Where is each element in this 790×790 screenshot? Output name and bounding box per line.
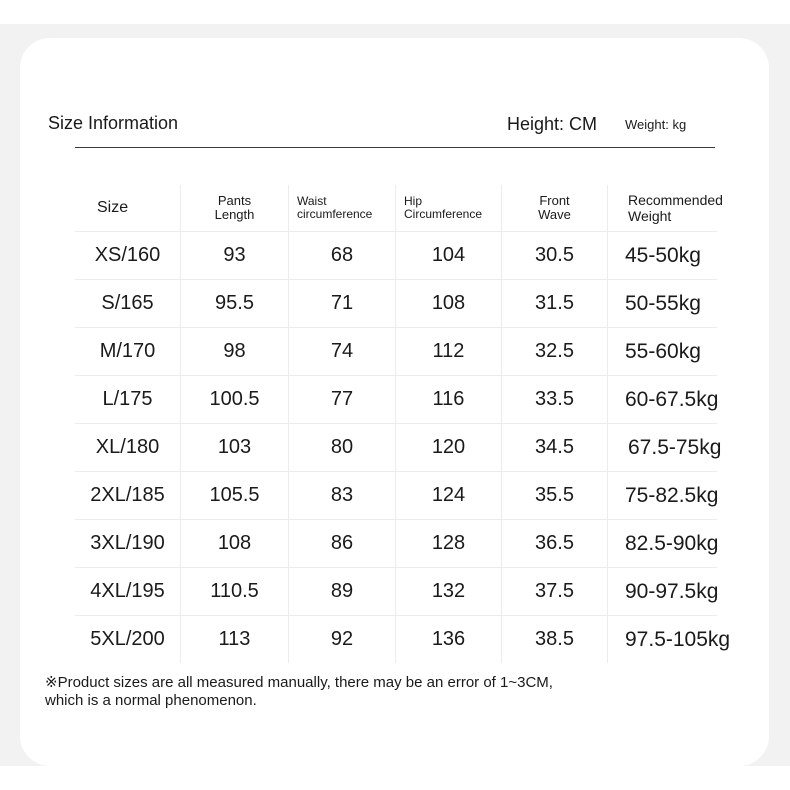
hip-cell: 120 <box>396 424 502 471</box>
table-row <box>75 568 717 616</box>
height-unit-label: Height: CM <box>507 114 598 134</box>
front-wave-cell: 34.5 <box>502 424 608 471</box>
pants-length-cell: 98 <box>181 328 289 375</box>
table-row <box>75 616 731 663</box>
hip-cell: 132 <box>396 568 502 615</box>
size-cell: 3XL/190 <box>75 520 181 567</box>
table-row <box>75 280 717 328</box>
hip-cell: 116 <box>396 376 502 423</box>
front-wave-cell: 32.5 <box>502 328 608 375</box>
front-wave-cell: 36.5 <box>502 520 608 567</box>
column-header-recommended-weight-text: Recommended Weight <box>628 192 723 224</box>
table-row <box>75 472 717 520</box>
size-cell: XS/160 <box>75 232 181 279</box>
size-cell: S/165 <box>75 280 181 327</box>
waist-cell: 89 <box>289 568 396 615</box>
pants-length-cell: 100.5 <box>181 376 289 423</box>
waist-cell: 71 <box>289 280 396 327</box>
waist-cell: 86 <box>289 520 396 567</box>
column-header-pants-length-text: Pants Length <box>214 193 255 222</box>
header-divider <box>75 147 715 148</box>
pants-length-cell: 95.5 <box>181 280 289 327</box>
front-wave-cell: 38.5 <box>502 616 608 663</box>
hip-cell: 136 <box>396 616 502 663</box>
column-header-front-wave <box>502 185 608 231</box>
page-title: Size Information <box>48 113 179 133</box>
column-header-waist <box>289 185 396 231</box>
pants-length-cell: 93 <box>181 232 289 279</box>
column-header-waist-text: Waist circumference <box>297 194 373 221</box>
waist-cell: 77 <box>289 376 396 423</box>
size-cell: L/175 <box>75 376 181 423</box>
recommended-weight-cell: 67.5-75kg <box>628 435 722 459</box>
measurement-note-line-2: which is a normal phenomenon. <box>45 692 257 709</box>
column-header-front-wave-text: Front Wave <box>538 193 571 222</box>
table-row <box>75 424 722 472</box>
table-row <box>75 520 717 568</box>
recommended-weight-cell: 82.5-90kg <box>625 531 719 555</box>
front-wave-cell: 35.5 <box>502 472 608 519</box>
waist-cell: 80 <box>289 424 396 471</box>
front-wave-cell: 30.5 <box>502 232 608 279</box>
column-header-recommended-weight <box>608 185 723 231</box>
pants-length-cell: 110.5 <box>181 568 289 615</box>
recommended-weight-cell: 45-50kg <box>625 243 701 267</box>
hip-cell: 108 <box>396 280 502 327</box>
column-header-hip-text: Hip Circumference <box>404 194 483 221</box>
measurement-note <box>45 674 553 710</box>
recommended-weight-cell: 90-97.5kg <box>625 579 719 603</box>
recommended-weight-cell: 55-60kg <box>625 339 701 363</box>
front-wave-cell: 31.5 <box>502 280 608 327</box>
size-cell: 2XL/185 <box>75 472 181 519</box>
size-cell: 4XL/195 <box>75 568 181 615</box>
recommended-weight-cell: 97.5-105kg <box>625 627 731 651</box>
hip-cell: 124 <box>396 472 502 519</box>
pants-length-cell: 103 <box>181 424 289 471</box>
table-header-row <box>75 185 723 232</box>
waist-cell: 83 <box>289 472 396 519</box>
weight-unit-label: Weight: kg <box>625 117 687 132</box>
size-table <box>75 185 731 663</box>
column-header-size: Size <box>75 185 181 231</box>
pants-length-cell: 113 <box>181 616 289 663</box>
measurement-note-line-1: ※Product sizes are all measured manually, there may be an error of 1~3CM, <box>45 674 553 691</box>
table-row <box>75 376 717 424</box>
front-wave-cell: 33.5 <box>502 376 608 423</box>
waist-cell: 74 <box>289 328 396 375</box>
recommended-weight-cell: 75-82.5kg <box>625 483 719 507</box>
hip-cell: 104 <box>396 232 502 279</box>
size-cell: XL/180 <box>75 424 181 471</box>
hip-cell: 112 <box>396 328 502 375</box>
waist-cell: 92 <box>289 616 396 663</box>
waist-cell: 68 <box>289 232 396 279</box>
size-cell: M/170 <box>75 328 181 375</box>
hip-cell: 128 <box>396 520 502 567</box>
recommended-weight-cell: 50-55kg <box>625 291 701 315</box>
table-row <box>75 328 717 376</box>
pants-length-cell: 105.5 <box>181 472 289 519</box>
column-header-hip <box>396 185 502 231</box>
size-cell: 5XL/200 <box>75 616 181 663</box>
column-header-pants-length <box>181 185 289 231</box>
table-row <box>75 232 717 280</box>
front-wave-cell: 37.5 <box>502 568 608 615</box>
pants-length-cell: 108 <box>181 520 289 567</box>
recommended-weight-cell: 60-67.5kg <box>625 387 719 411</box>
